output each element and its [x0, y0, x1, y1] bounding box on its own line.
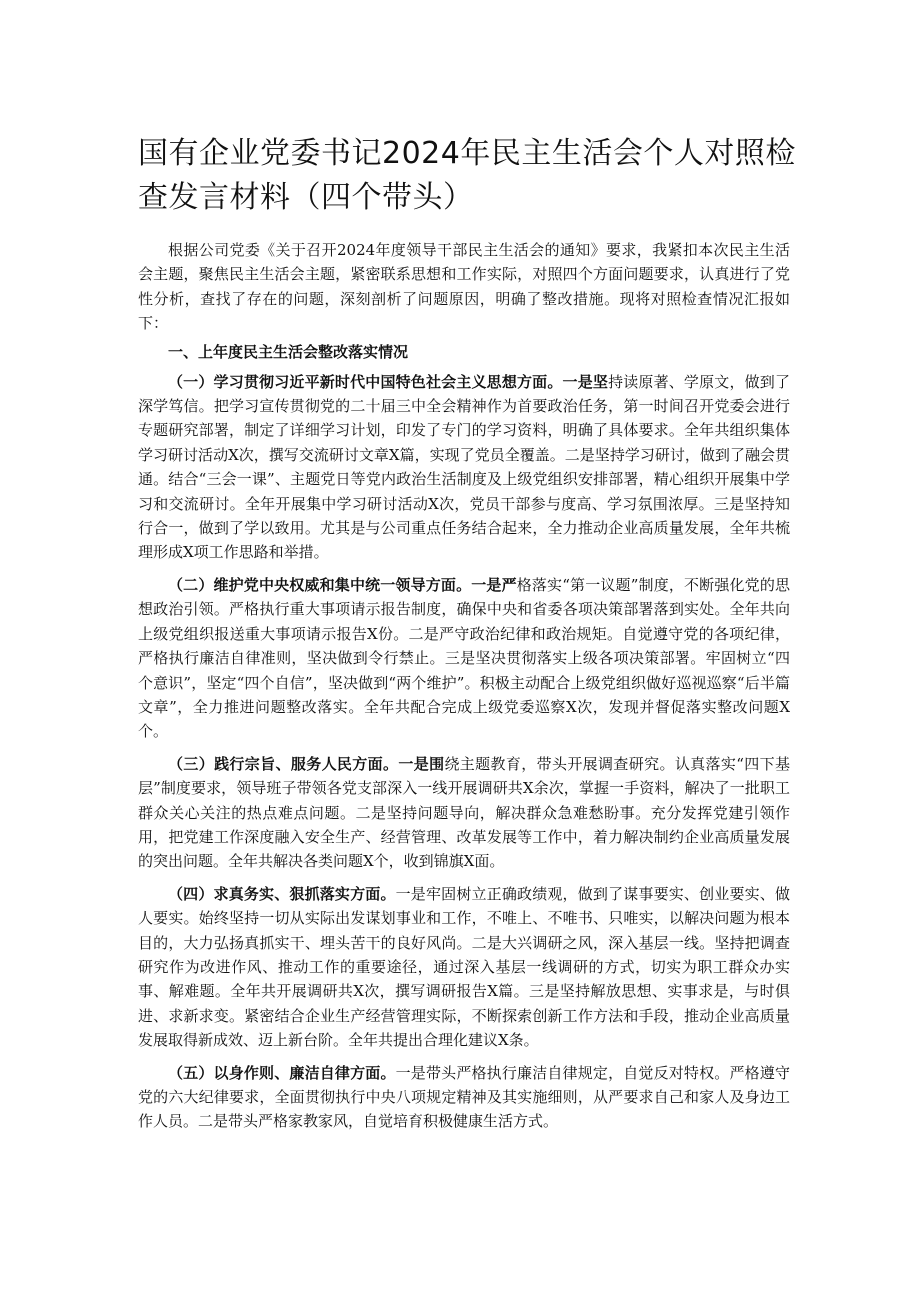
item-paragraph-2: [138, 573, 790, 744]
item-text: 一是带头严格执行廉洁自律规定，自觉反对特权。严格遵守党的六大纪律要求，全面贯彻执行中央八项规定精神及其实施细则，从严要求自己和家人及身边工作人员。二是带头严格家教家风，自觉培育积极健康生活方式。: [138, 1063, 790, 1131]
item-text: 格落实“第一议题”制度，不断强化党的思想政治引领。严格执行重大事项请示报告制度，确保中央和省委各项决策部署落到实处。全年共向上级党组织报送重大事项请示报告X份。二是严守政治纪律和政治规矩。自觉遵守党的各项纪律，严格执行廉洁自律准则，坚决做到令行禁止。三是坚决贯彻落实上级各项决策部署。牢固树立“四个意识”，坚定“四个自信”，坚决做到“两个维护”。积极主动配合上级党组织做好巡视巡察“后半篇文章”，全力推进问题整改落实。全年共配合完成上级党委巡察X次，发现并督促落实整改问题X个。: [138, 575, 790, 741]
section-heading: 一、上年度民主生活会整改落实情况: [168, 342, 409, 361]
item-paragraph-3: [138, 752, 790, 874]
item-lead: （一）学习贯彻习近平新时代中国特色社会主义思想方面。一是坚: [168, 372, 609, 391]
document-body: [138, 238, 790, 1142]
item-lead: （五）以身作则、廉洁自律方面。: [168, 1063, 396, 1082]
item-text: 持读原著、学原文，做到了深学笃信。把学习宣传贯彻党的二十届三中全会精神作为首要政治任务，第一时间召开党委会进行专题研究部署，制定了详细学习计划，印发了专门的学习资料，明确了具体要求。全年共组织集体学习研讨活动X次，撰写交流研讨文章X篇，实现了党员全覆盖。二是坚持学习研讨，做到了融会贯通。结合“三会一课”、主题党日等党内政治生活制度及上级党组织安排部署，精心组织开展集中学习和交流研讨。全年开展集中学习研讨活动X次，党员干部参与度高、学习氛围浓厚。三是坚持知行合一，做到了学以致用。尤其是与公司重点任务结合起来，全力推动企业高质量发展，全年共梳理形成X项工作思路和举措。: [138, 372, 790, 562]
item-paragraph-1: [138, 370, 790, 565]
item-lead: （三）践行宗旨、服务人民方面。一是围: [168, 754, 445, 773]
item-lead: （二）维护党中央权威和集中统一领导方面。一是严: [168, 575, 517, 594]
document-title: 国有企业党委书记2024年民主生活会个人对照检查发言材料（四个带头）: [138, 136, 796, 215]
item-text: 一是牢固树立正确政绩观，做到了谋事要实、创业要实、做人要实。始终坚持一切从实际出发谋划事业和工作，不唯上、不唯书、只唯实，以解决问题为根本目的，大力弘扬真抓实干、埋头苦干的良好风尚。二是大兴调研之风，深入基层一线。坚持把调查研究作为改进作风、推动工作的重要途径，通过深入基层一线调研的方式，切实为职工群众办实事、解难题。全年共开展调研共X次，撰写调研报告X篇。三是坚持解放思想、实事求是，与时俱进、求新求变。紧密结合企业生产经营管理实际，不断探索创新工作方法和手段，推动企业高质量发展取得新成效、迈上新台阶。全年共提出合理化建议X条。: [138, 884, 790, 1050]
intro-paragraph: 根据公司党委《关于召开2024年度领导干部民主生活会的通知》要求，我紧扣本次民主生活会主题，聚焦民主生活会主题，紧密联系思想和工作实际，对照四个方面问题要求，认真进行了党性分析，查找了存在的问题，深刻剖析了问题原因，明确了整改措施。现将对照检查情况汇报如下：: [138, 241, 790, 333]
item-paragraph-5: [138, 1061, 790, 1134]
item-lead: （四）求真务实、狠抓落实方面。: [168, 884, 396, 903]
item-text: 绕主题教育，带头开展调查研究。认真落实“四下基层”制度要求，领导班子带领各党支部深入一线开展调研共X余次，掌握一手资料，解决了一批职工群众关心关注的热点难点问题。二是坚持问题导向，解决群众急难愁盼事。充分发挥党建引领作用，把党建工作深度融入安全生产、经营管理、改革发展等工作中，着力解决制约企业高质量发展的突出问题。全年共解决各类问题X个，收到锦旗X面。: [138, 754, 790, 871]
item-paragraph-4: [138, 882, 790, 1053]
